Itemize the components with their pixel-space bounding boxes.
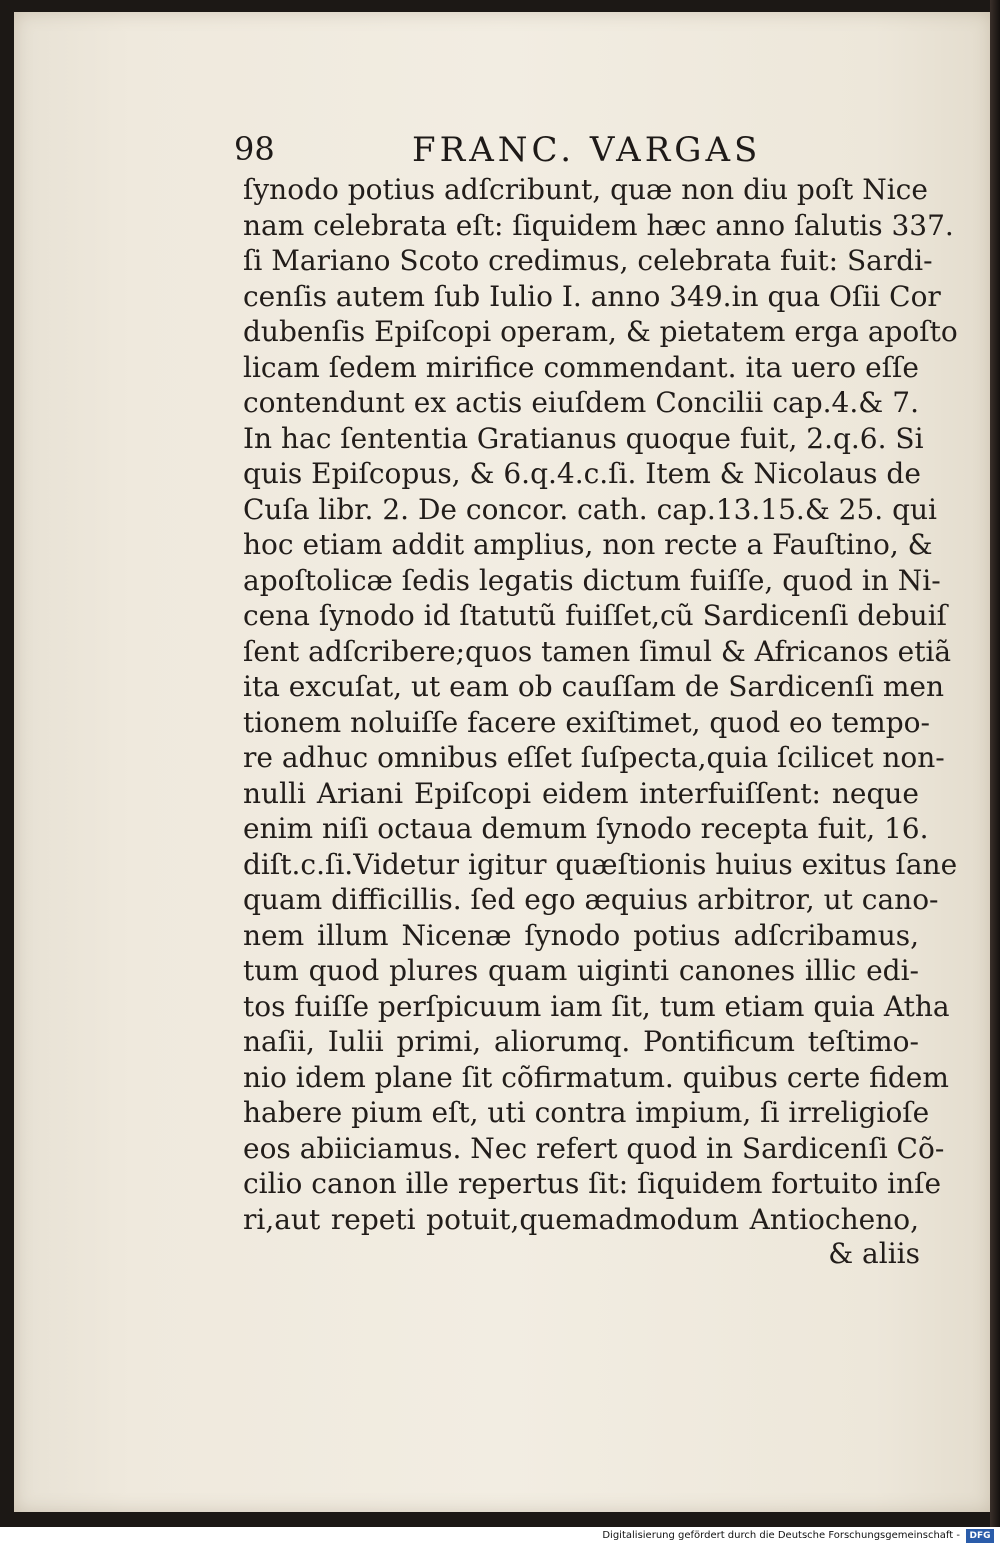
text-line: nio idem plane ſit cõfirmatum. quibus certe fidem xyxy=(243,1060,949,1094)
text-line: licam ſedem mirifice commendant. ita uero eſſe xyxy=(243,350,919,384)
catchword: & aliis xyxy=(828,1237,920,1270)
text-line: apoſtolicæ ſedis legatis dictum fuiſſe, quod in Ni- xyxy=(243,563,941,597)
text-line: dubenſis Epiſcopi operam, & pietatem erga apoſto xyxy=(243,315,958,348)
text-line: tos fuiſſe perſpicuum iam ſit, tum etiam quia Atha xyxy=(243,989,950,1023)
text-line: quis Epiſcopus, & 6.q.4.c.ſi. Item & Nicolaus de xyxy=(243,457,921,490)
text-line: diſt.c.ſi.Videtur igitur quæſtionis huius exitus ſane xyxy=(243,847,958,881)
body-text xyxy=(243,172,958,1237)
text-line: tionem noluiſſe facere exiſtimet, quod eo tempo- xyxy=(243,705,930,739)
text-line: naſii, Iulii primi, aliorumq. Pontificum teſtimo- xyxy=(243,1025,919,1058)
text-line: tum quod plures quam uiginti canones illic edi- xyxy=(243,954,919,987)
text-line: quam difficillis. ſed ego æquius arbitror, ut cano- xyxy=(243,883,939,916)
text-line: cena ſynodo id ſtatutũ fuiſſet,cũ Sardicenſi debuiſ xyxy=(243,599,948,632)
page-edge-shadow xyxy=(990,0,1000,1527)
page-header xyxy=(234,130,794,170)
page-number: 98 xyxy=(234,130,275,168)
text-line: habere pium eſt, uti contra impium, ſi irreligioſe xyxy=(243,1096,930,1129)
text-line: cilio canon ille repertus ſit: ſiquidem fortuito inſe xyxy=(243,1167,942,1200)
text-line: contendunt ex actis eiuſdem Concilii cap.4.& 7. xyxy=(243,386,919,419)
text-line: ſent adſcribere;quos tamen ſimul & Africanos etiã xyxy=(243,634,952,668)
text-line: Cuſa libr. 2. De concor. cath. cap.13.15.& 25. qui xyxy=(243,492,937,526)
funding-credit: Digitalisierung gefördert durch die Deutsche Forschungsgemeinschaft - xyxy=(602,1530,960,1541)
text-line: ſynodo potius adſcribunt, quæ non diu poſt Nice xyxy=(243,173,928,206)
text-line: enim niſi octaua demum ſynodo recepta fuit, 16. xyxy=(243,812,929,845)
dfg-logo: DFG xyxy=(966,1529,994,1543)
text-line: ſi Mariano Scoto credimus, celebrata fuit: Sardi- xyxy=(243,244,933,277)
running-title: FRANC. VARGAS xyxy=(412,130,762,170)
text-line: nulli Ariani Epiſcopi eidem interfuiſſent: neque xyxy=(243,776,919,810)
text-line: cenſis autem ſub Iulio I. anno 349.in qua Oſii Cor xyxy=(243,279,941,313)
text-line: ita excuſat, ut eam ob cauſſam de Sardicenſi men xyxy=(243,670,945,703)
text-line: hoc etiam addit amplius, non recte a Fauſtino, & xyxy=(243,528,933,561)
text-line: nam celebrata eſt: ſiquidem hæc anno ſalutis 337. xyxy=(243,208,954,242)
text-line: ri,aut repeti potuit,quemadmodum Antiocheno, xyxy=(243,1202,919,1236)
text-line: re adhuc omnibus eſſet ſuſpecta,quia ſcilicet non- xyxy=(243,741,945,774)
text-line: nem illum Nicenæ ſynodo potius adſcribamus, xyxy=(243,918,919,952)
text-line: In hac ſententia Gratianus quoque fuit, 2.q.6. Si xyxy=(243,421,924,455)
text-line: eos abiiciamus. Nec refert quod in Sardicenſi Cõ- xyxy=(243,1131,945,1165)
footer-bar xyxy=(0,1527,1000,1547)
